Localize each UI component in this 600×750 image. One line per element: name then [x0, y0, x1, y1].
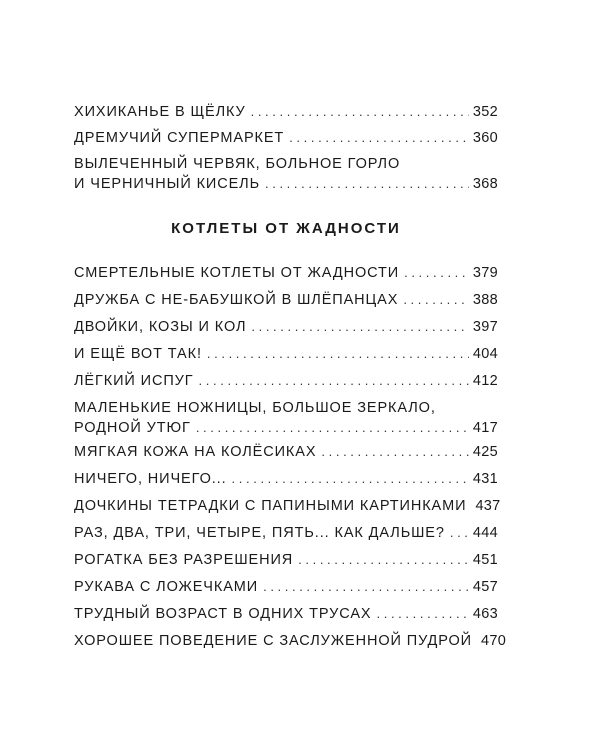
dot-leader: [199, 371, 469, 391]
toc-entry-page: 457: [472, 579, 498, 595]
dot-leader: [321, 442, 469, 462]
toc-entry-page: 360: [472, 130, 498, 146]
dot-leader: [263, 577, 469, 597]
toc-entry-title: ДВОЙКИ, КОЗЫ И КОЛ: [74, 319, 247, 335]
toc-entry-title: РАЗ, ДВА, ТРИ, ЧЕТЫРЕ, ПЯТЬ... КАК ДАЛЬШЕ?: [74, 525, 445, 541]
toc-entry-title: ТРУДНЫЙ ВОЗРАСТ В ОДНИХ ТРУСАХ: [74, 606, 372, 622]
toc-entry: [74, 604, 498, 624]
dot-leader: [404, 263, 469, 283]
toc-entry-page: 379: [472, 265, 498, 281]
toc-entry: [74, 344, 498, 364]
toc-entry-title: И ЕЩЁ ВОТ ТАК!: [74, 346, 202, 362]
toc-entry: [74, 469, 498, 489]
toc-entry-title: ХИХИКАНЬЕ В ЩЁЛКУ: [74, 104, 246, 120]
toc-entry: [74, 496, 501, 516]
dot-leader: [377, 604, 469, 624]
toc-entry: [74, 550, 498, 570]
toc-entry: [74, 398, 498, 438]
toc-entry-page: 412: [472, 373, 498, 389]
dot-leader: [289, 128, 469, 148]
toc-entry-page: 451: [472, 552, 498, 568]
toc-entry-page: 404: [472, 346, 498, 362]
toc-entry-page: 397: [472, 319, 498, 335]
dot-leader: [251, 102, 469, 122]
toc-entry: [74, 577, 498, 597]
dot-leader: [196, 418, 469, 438]
toc-entry-title-line1: МАЛЕНЬКИЕ НОЖНИЦЫ, БОЛЬШОЕ ЗЕРКАЛО,: [74, 400, 436, 416]
toc-entry-page: 463: [472, 606, 498, 622]
dot-leader: [265, 174, 469, 194]
toc-entry-title: РОГАТКА БЕЗ РАЗРЕШЕНИЯ: [74, 552, 294, 568]
toc-entry: [74, 631, 507, 651]
toc-entry: [74, 523, 498, 543]
toc-entry-title: И ЧЕРНИЧНЫЙ КИСЕЛЬ: [74, 176, 261, 192]
toc-entry-page: 352: [472, 104, 498, 120]
toc-entry-title-line1: ВЫЛЕЧЕННЫЙ ЧЕРВЯК, БОЛЬНОЕ ГОРЛО: [74, 156, 401, 172]
toc-entry-title: РУКАВА С ЛОЖЕЧКАМИ: [74, 579, 259, 595]
toc-entry: [74, 154, 498, 194]
dot-leader: [450, 523, 469, 543]
toc-entry-title: ДРУЖБА С НЕ-БАБУШКОЙ В ШЛЁПАНЦАХ: [74, 292, 399, 308]
section-heading: КОТЛЕТЫ ОТ ЖАДНОСТИ: [171, 220, 401, 237]
toc-entry-title: ДРЕМУЧИЙ СУПЕРМАРКЕТ: [74, 130, 285, 146]
toc-entry: [74, 442, 498, 462]
dot-leader: [298, 550, 469, 570]
dot-leader: [207, 344, 469, 364]
toc-entry-title: ЛЁГКИЙ ИСПУГ: [74, 373, 194, 389]
toc-entry-page: 425: [472, 444, 498, 460]
toc-entry-page: 388: [472, 292, 498, 308]
toc-entry-title: НИЧЕГО, НИЧЕГО...: [74, 471, 227, 487]
toc-entry-page: 431: [472, 471, 498, 487]
toc-entry-title: ХОРОШЕЕ ПОВЕДЕНИЕ С ЗАСЛУЖЕННОЙ ПУДРОЙ: [74, 633, 473, 649]
toc-entry: [74, 290, 498, 310]
toc-entry-title: МЯГКАЯ КОЖА НА КОЛЁСИКАХ: [74, 444, 317, 460]
toc-entry: [74, 371, 498, 391]
toc-entry-page: 368: [472, 176, 498, 192]
dot-leader: [251, 317, 469, 337]
toc-entry-title: СМЕРТЕЛЬНЫЕ КОТЛЕТЫ ОТ ЖАДНОСТИ: [74, 265, 400, 281]
toc-entry-page: 437: [475, 498, 501, 514]
dot-leader: [232, 469, 469, 489]
toc-entry: [74, 102, 498, 122]
toc-entry: [74, 317, 498, 337]
toc-entry-page: 444: [472, 525, 498, 541]
toc-entry-title: ДОЧКИНЫ ТЕТРАДКИ С ПАПИНЫМИ КАРТИНКАМИ: [74, 498, 467, 514]
dot-leader: [403, 290, 469, 310]
toc-entry-page: 417: [472, 420, 498, 436]
toc-entry-page: 470: [481, 633, 507, 649]
toc-entry: [74, 263, 498, 283]
toc-entry-title: РОДНОЙ УТЮГ: [74, 420, 191, 436]
toc-entry: [74, 128, 498, 148]
